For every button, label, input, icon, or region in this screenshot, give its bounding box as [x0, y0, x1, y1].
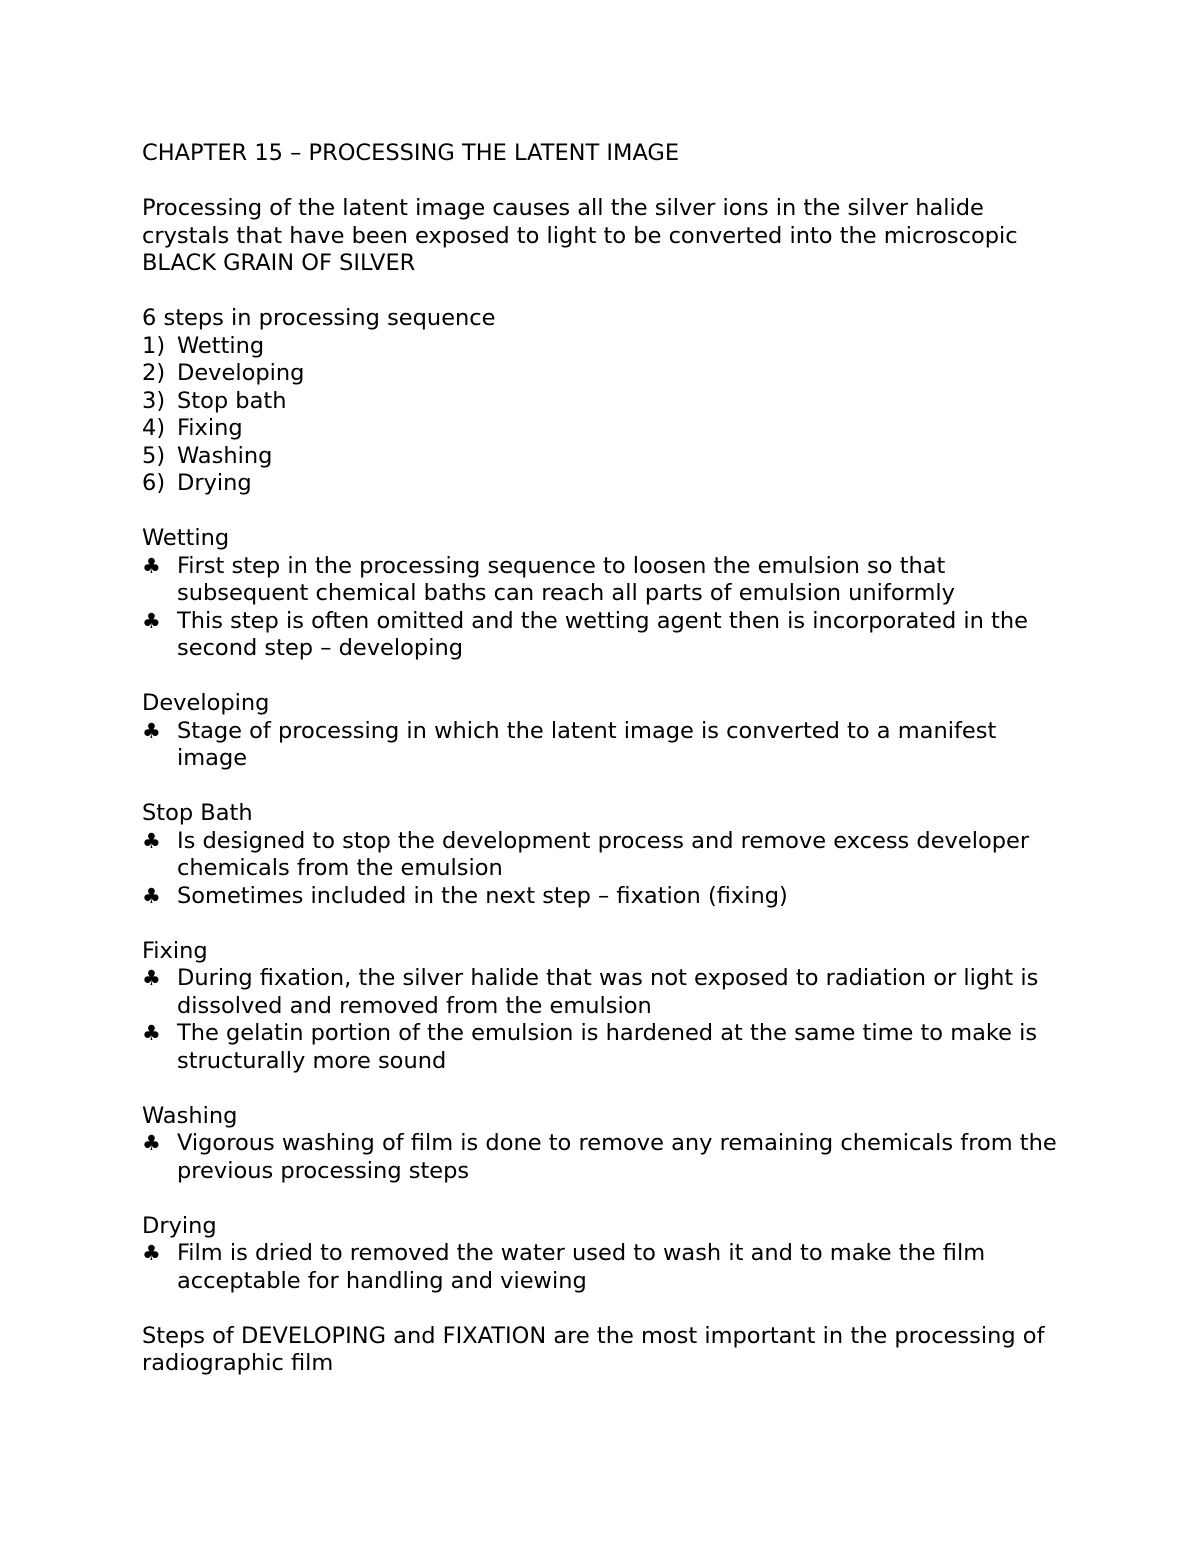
club-bullet-icon: ♣ [142, 828, 161, 853]
spacer [142, 278, 1072, 306]
club-bullet-icon: ♣ [142, 966, 161, 990]
section-heading: Drying [142, 1212, 217, 1239]
bullet-text: Film is dried to removed the water used to wash it and to make the film acceptable for handling and viewing [177, 1240, 986, 1294]
spacer [142, 1295, 1072, 1323]
bullet-item [142, 965, 1072, 1020]
club-bullet-icon: ♣ [142, 883, 161, 908]
section-heading: Stop Bath [142, 800, 253, 826]
step-number: 6) [142, 470, 166, 496]
club-bullet-icon: ♣ [142, 1241, 161, 1265]
step-item [142, 388, 1072, 416]
step-item [142, 415, 1072, 443]
conclusion-paragraph: Steps of DEVELOPING and FIXATION are the most important in the processing of radiographic film [142, 1322, 1045, 1376]
bullet-text: The gelatin portion of the emulsion is hardened at the same time to make is structurally more sound [177, 1020, 1038, 1074]
section-heading: Wetting [142, 525, 230, 551]
bullet-text: Is designed to stop the development process and remove excess developer chemicals from the emulsion [177, 827, 1030, 881]
step-number: 2) [142, 360, 166, 386]
section-stop-bath [142, 800, 1072, 910]
bullet-item [142, 883, 1072, 911]
chapter-title: CHAPTER 15 – PROCESSING THE LATENT IMAGE [142, 140, 680, 166]
section-wetting [142, 525, 1072, 663]
spacer [142, 663, 1072, 691]
club-bullet-icon: ♣ [142, 608, 161, 633]
section-fixing [142, 938, 1072, 1076]
spacer [142, 168, 1072, 196]
bullet-item [142, 1240, 1072, 1295]
section-drying [142, 1213, 1072, 1296]
bullet-item [142, 1020, 1072, 1075]
step-item [142, 333, 1072, 361]
bullet-text: Vigorous washing of film is done to remove any remaining chemicals from the previous processing steps [177, 1130, 1057, 1184]
document-page [142, 140, 1072, 1378]
spacer [142, 773, 1072, 801]
step-text: Drying [177, 470, 252, 496]
section-washing [142, 1103, 1072, 1186]
steps-heading: 6 steps in processing sequence [142, 305, 496, 331]
bullet-item [142, 828, 1072, 883]
bullet-item [142, 718, 1072, 773]
bullet-item [142, 608, 1072, 663]
club-bullet-icon: ♣ [142, 1131, 161, 1155]
bullet-text: Stage of processing in which the latent image is converted to a manifest image [177, 717, 997, 771]
club-bullet-icon: ♣ [142, 553, 161, 578]
step-number: 1) [142, 332, 166, 359]
spacer [142, 1185, 1072, 1213]
bullet-text: Sometimes included in the next step – fixation (fixing) [177, 882, 788, 909]
bullet-item [142, 1130, 1072, 1185]
step-text: Stop bath [177, 387, 287, 414]
step-number: 3) [142, 387, 166, 414]
section-heading: Fixing [142, 937, 208, 964]
steps-list [142, 333, 1072, 498]
spacer [142, 498, 1072, 526]
intro-paragraph: Processing of the latent image causes all the silver ions in the silver halide crystals that have been exposed to light to be converted into the microscopic BLACK GRAIN OF SILVER [142, 195, 1018, 276]
club-bullet-icon: ♣ [142, 718, 161, 743]
bullet-text: First step in the processing sequence to loosen the emulsion so that subsequent chemical baths can reach all parts of emulsion uniformly [177, 552, 955, 606]
step-item [142, 470, 1072, 498]
step-item [142, 360, 1072, 388]
section-developing [142, 690, 1072, 773]
bullet-text: During fixation, the silver halide that was not exposed to radiation or light is dissolved and removed from the emulsion [177, 965, 1039, 1019]
step-text: Washing [177, 442, 273, 469]
bullet-item [142, 553, 1072, 608]
step-number: 5) [142, 442, 166, 469]
step-text: Fixing [177, 415, 243, 441]
club-bullet-icon: ♣ [142, 1021, 161, 1045]
section-heading: Developing [142, 690, 270, 716]
step-text: Developing [177, 360, 305, 386]
spacer [142, 910, 1072, 938]
step-item [142, 443, 1072, 471]
section-heading: Washing [142, 1102, 238, 1129]
bullet-text: This step is often omitted and the wetting agent then is incorporated in the second step – developing [177, 607, 1028, 661]
step-text: Wetting [177, 332, 265, 359]
spacer [142, 1075, 1072, 1103]
step-number: 4) [142, 415, 166, 441]
